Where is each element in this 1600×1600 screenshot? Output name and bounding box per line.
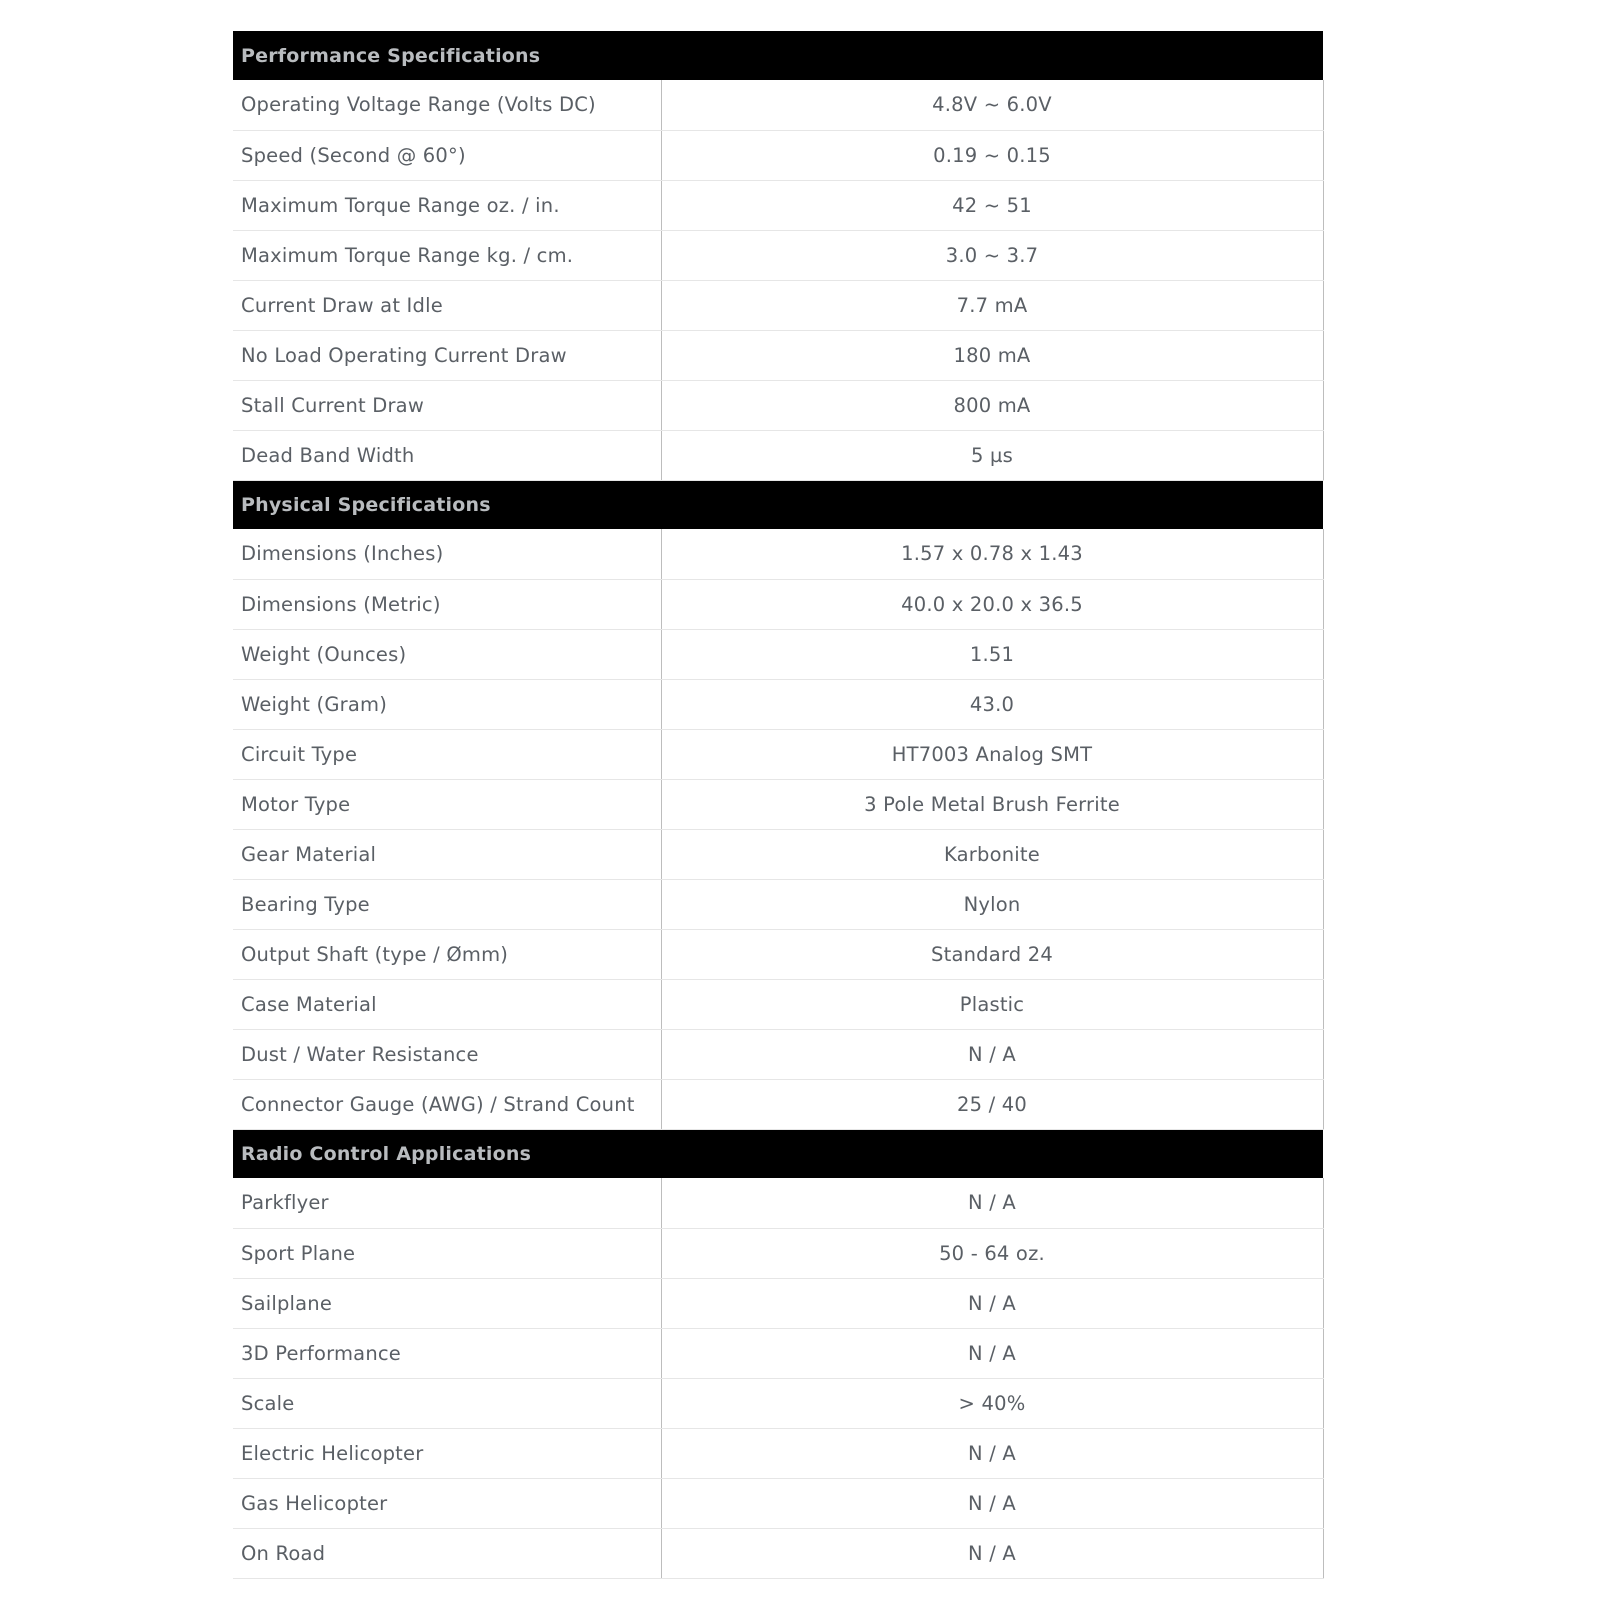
spec-value: 50 - 64 oz.: [661, 1228, 1323, 1278]
table-row: [233, 529, 1323, 579]
spec-label: Scale: [233, 1378, 661, 1428]
spec-value: 800 mA: [661, 380, 1323, 430]
table-row: [233, 629, 1323, 679]
spec-value: N / A: [661, 1528, 1323, 1578]
spec-label: Stall Current Draw: [233, 380, 661, 430]
table-row: [233, 829, 1323, 879]
rc-applications-section: [233, 1129, 1323, 1578]
table-row: [233, 380, 1323, 430]
spec-label: Gear Material: [233, 829, 661, 879]
spec-value: Plastic: [661, 979, 1323, 1029]
table-row: [233, 1278, 1323, 1328]
table-row: [233, 779, 1323, 829]
spec-value: N / A: [661, 1278, 1323, 1328]
table-row: [233, 1228, 1323, 1278]
spec-label: Dimensions (Metric): [233, 579, 661, 629]
spec-value: 0.19 ~ 0.15: [661, 130, 1323, 180]
spec-value: N / A: [661, 1178, 1323, 1228]
table-row: [233, 1528, 1323, 1578]
spec-label: Electric Helicopter: [233, 1428, 661, 1478]
spec-label: Dead Band Width: [233, 430, 661, 480]
spec-value: Standard 24: [661, 929, 1323, 979]
section-header: [233, 480, 1323, 529]
spec-label: Current Draw at Idle: [233, 280, 661, 330]
spec-value: 40.0 x 20.0 x 36.5: [661, 579, 1323, 629]
spec-value: HT7003 Analog SMT: [661, 729, 1323, 779]
performance-section: [233, 31, 1323, 480]
spec-value: 1.57 x 0.78 x 1.43: [661, 529, 1323, 579]
table-row: [233, 280, 1323, 330]
spec-label: Weight (Gram): [233, 679, 661, 729]
spec-label: Bearing Type: [233, 879, 661, 929]
table-row: [233, 679, 1323, 729]
spec-label: Circuit Type: [233, 729, 661, 779]
table-row: [233, 430, 1323, 480]
spec-value: N / A: [661, 1328, 1323, 1378]
spec-label: 3D Performance: [233, 1328, 661, 1378]
spec-value: Nylon: [661, 879, 1323, 929]
spec-value: 7.7 mA: [661, 280, 1323, 330]
spec-value: Karbonite: [661, 829, 1323, 879]
table-row: [233, 1079, 1323, 1129]
table-row: [233, 1328, 1323, 1378]
spec-table: [233, 31, 1324, 1579]
table-row: [233, 929, 1323, 979]
spec-value: 42 ~ 51: [661, 180, 1323, 230]
spec-value: 25 / 40: [661, 1079, 1323, 1129]
spec-value: 4.8V ~ 6.0V: [661, 80, 1323, 130]
table-row: [233, 1029, 1323, 1079]
physical-section: [233, 480, 1323, 1129]
spec-label: Sport Plane: [233, 1228, 661, 1278]
spec-value: N / A: [661, 1478, 1323, 1528]
spec-value: 3.0 ~ 3.7: [661, 230, 1323, 280]
spec-label: Dust / Water Resistance: [233, 1029, 661, 1079]
table-row: [233, 1478, 1323, 1528]
spec-value: N / A: [661, 1029, 1323, 1079]
table-row: [233, 130, 1323, 180]
spec-label: No Load Operating Current Draw: [233, 330, 661, 380]
table-row: [233, 879, 1323, 929]
table-row: [233, 330, 1323, 380]
spec-value: > 40%: [661, 1378, 1323, 1428]
spec-sheet: [233, 31, 1323, 1579]
table-row: [233, 180, 1323, 230]
section-title: Radio Control Applications: [233, 1129, 1323, 1178]
spec-value: 43.0: [661, 679, 1323, 729]
spec-value: 5 µs: [661, 430, 1323, 480]
spec-label: Motor Type: [233, 779, 661, 829]
table-row: [233, 230, 1323, 280]
section-header: [233, 31, 1323, 80]
spec-label: On Road: [233, 1528, 661, 1578]
spec-label: Speed (Second @ 60°): [233, 130, 661, 180]
spec-label: Maximum Torque Range oz. / in.: [233, 180, 661, 230]
section-title: Physical Specifications: [233, 480, 1323, 529]
spec-label: Maximum Torque Range kg. / cm.: [233, 230, 661, 280]
spec-label: Weight (Ounces): [233, 629, 661, 679]
table-row: [233, 80, 1323, 130]
spec-label: Dimensions (Inches): [233, 529, 661, 579]
spec-value: N / A: [661, 1428, 1323, 1478]
spec-label: Connector Gauge (AWG) / Strand Count: [233, 1079, 661, 1129]
spec-value: 1.51: [661, 629, 1323, 679]
spec-value: 180 mA: [661, 330, 1323, 380]
spec-label: Gas Helicopter: [233, 1478, 661, 1528]
spec-label: Operating Voltage Range (Volts DC): [233, 80, 661, 130]
spec-label: Parkflyer: [233, 1178, 661, 1228]
spec-label: Sailplane: [233, 1278, 661, 1328]
section-header: [233, 1129, 1323, 1178]
section-title: Performance Specifications: [233, 31, 1323, 80]
spec-value: 3 Pole Metal Brush Ferrite: [661, 779, 1323, 829]
table-row: [233, 579, 1323, 629]
table-row: [233, 729, 1323, 779]
spec-label: Output Shaft (type / Ømm): [233, 929, 661, 979]
table-row: [233, 1428, 1323, 1478]
table-row: [233, 1378, 1323, 1428]
table-row: [233, 1178, 1323, 1228]
table-row: [233, 979, 1323, 1029]
spec-label: Case Material: [233, 979, 661, 1029]
